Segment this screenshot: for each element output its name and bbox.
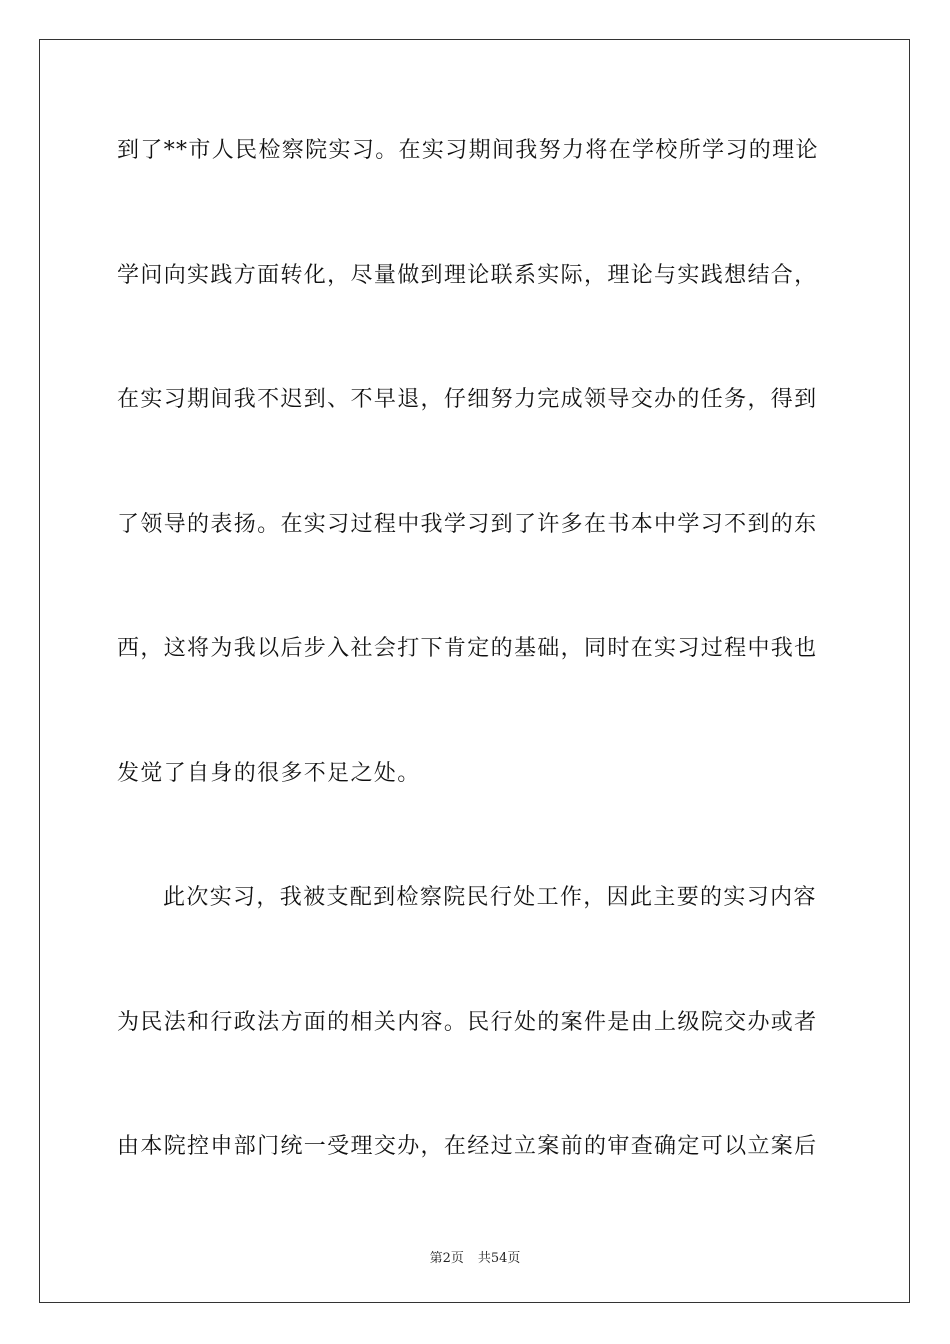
document-body [117,120,837,1241]
text-line-4: 了领导的表扬。在实习过程中我学习到了许多在书本中学习不到的东 [117,511,818,537]
text-line-3: 在实习期间我不迟到、不早退，仔细努力完成领导交办的任务，得到 [117,387,818,412]
text-line-7: 此次实习，我被支配到检察院民行处工作，因此主要的实习内容 [163,885,817,910]
text-line-2: 学问向实践方面转化，尽量做到理论联系实际，理论与实践想结合， [117,262,818,288]
page-total: 共54页 [477,1251,521,1266]
text-line-8: 为民法和行政法方面的相关内容。民行处的案件是由上级院交办或者 [117,1009,818,1035]
text-line-5: 西，这将为我以后步入社会打下肯定的基础，同时在实习过程中我也 [117,636,818,661]
text-line-9: 由本院控申部门统一受理交办，在经过立案前的审查确定可以立案后 [117,1134,818,1159]
page-footer [0,1247,950,1266]
text-line-1: 到了**市人民检察院实习。在实习期间我努力将在学校所学习的理论 [117,138,819,163]
text-line-6: 发觉了自身的很多不足之处。 [117,760,421,786]
page-number: 第2页 [429,1251,464,1266]
